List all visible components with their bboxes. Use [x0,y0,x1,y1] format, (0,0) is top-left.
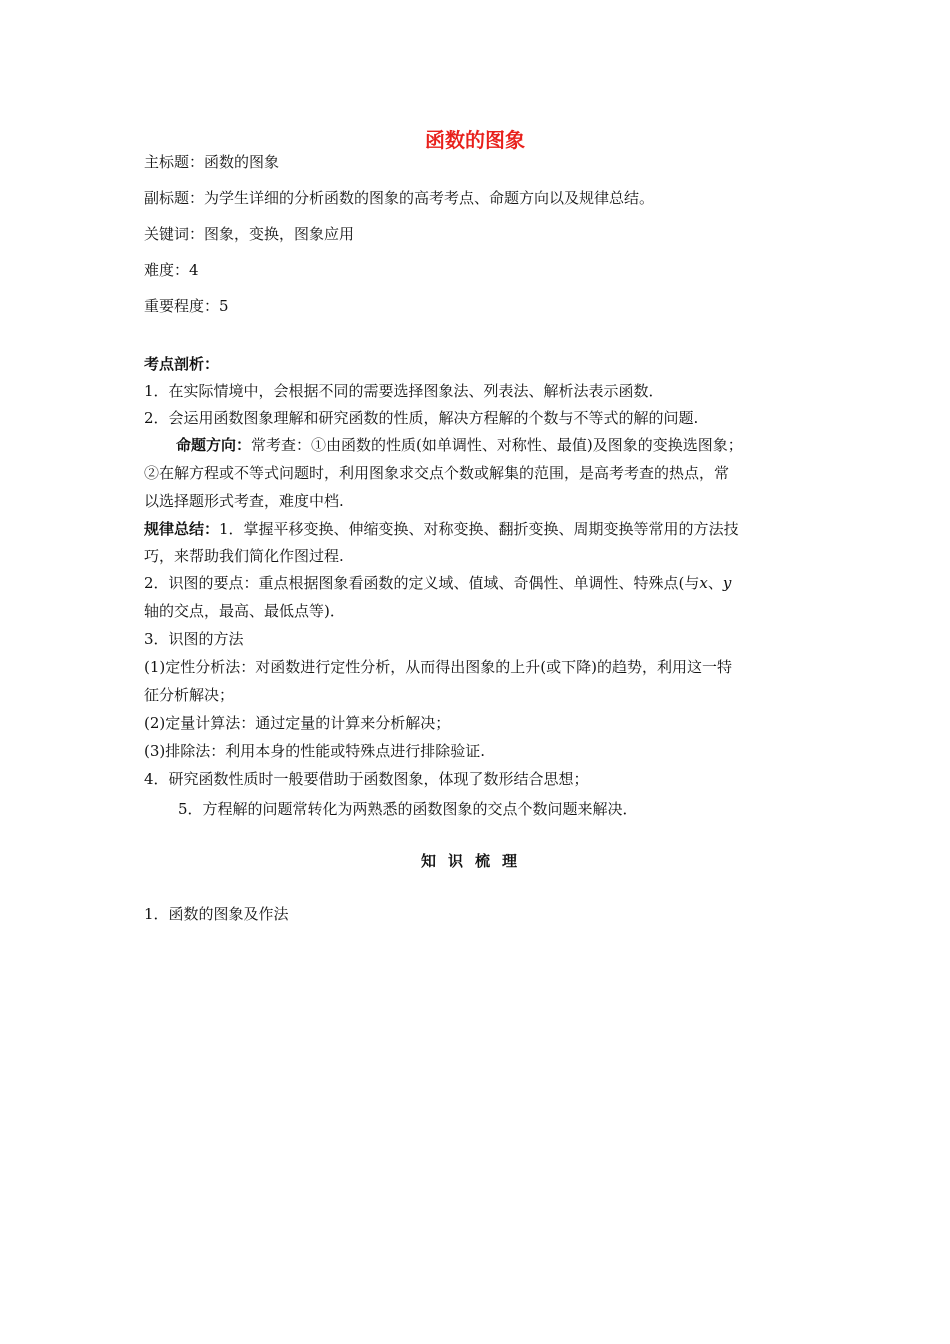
x-variable: x [699,574,708,592]
summary-paragraph [144,519,739,539]
document-title: 函数的图象 [425,128,525,152]
summary-point-4: 4．研究函数性质时一般要借助于函数图象，体现了数形结合思想； [144,770,589,788]
analysis-heading: 考点剖析： [144,355,220,373]
summary-point-2-text: 2．识图的要点：重点根据图象看函数的定义域、值域、奇偶性、单调性、特殊点(与 [144,574,700,592]
y-variable: y [722,574,732,592]
method-1-line-1: (1)定性分析法：对函数进行定性分析，从而得出图象的上升(或下降)的趋势，利用这一特 [144,658,732,676]
summary-text-1: 1．掌握平移变换、伸缩变换、对称变换、翻折变换、周期变换等常用的方法技 [219,520,739,538]
difficulty-line: 难度：4 [144,261,199,279]
method-1-line-2: 征分析解决； [144,686,235,704]
direction-text-1: 常考查：①由函数的性质(如单调性、对称性、最值)及图象的变换选图象； [251,436,743,454]
subtitle-line: 副标题：为学生详细的分析函数的图象的高考考点、命题方向以及规律总结。 [144,189,655,207]
keywords-line: 关键词：图象，变换，图象应用 [144,225,355,243]
method-3: (3)排除法：利用本身的性能或特殊点进行排除验证. [144,742,486,760]
summary-label: 规律总结： [144,520,220,538]
knowledge-item-1: 1．函数的图象及作法 [144,905,289,923]
summary-text-2: 巧，来帮助我们简化作图过程. [144,547,344,565]
analysis-item-2: 2．会运用函数图象理解和研究函数的性质，解决方程解的个数与不等式的解的问题. [144,409,699,427]
analysis-item-1: 1．在实际情境中，会根据不同的需要选择图象法、列表法、解析法表示函数． [144,382,664,400]
knowledge-heading: 知识梳理 [420,852,529,870]
summary-point-5: 5．方程解的问题常转化为两熟悉的函数图象的交点个数问题来解决． [178,800,638,818]
direction-text-2: ②在解方程或不等式问题时，利用图象求交点个数或解集的范围，是高考考查的热点，常 [144,464,730,482]
summary-point-2 [144,573,731,593]
direction-paragraph [176,435,743,455]
direction-label: 命题方向： [176,436,252,454]
direction-text-3: 以选择题形式考查，难度中档. [144,492,344,510]
method-2: (2)定量计算法：通过定量的计算来分析解决； [144,714,451,732]
separator: 、 [707,574,723,592]
summary-point-2-cont: 轴的交点，最高、最低点等)． [144,602,345,620]
summary-point-3: 3．识图的方法 [144,630,244,648]
main-title-line: 主标题：函数的图象 [144,153,280,171]
importance-line: 重要程度：5 [144,297,229,315]
